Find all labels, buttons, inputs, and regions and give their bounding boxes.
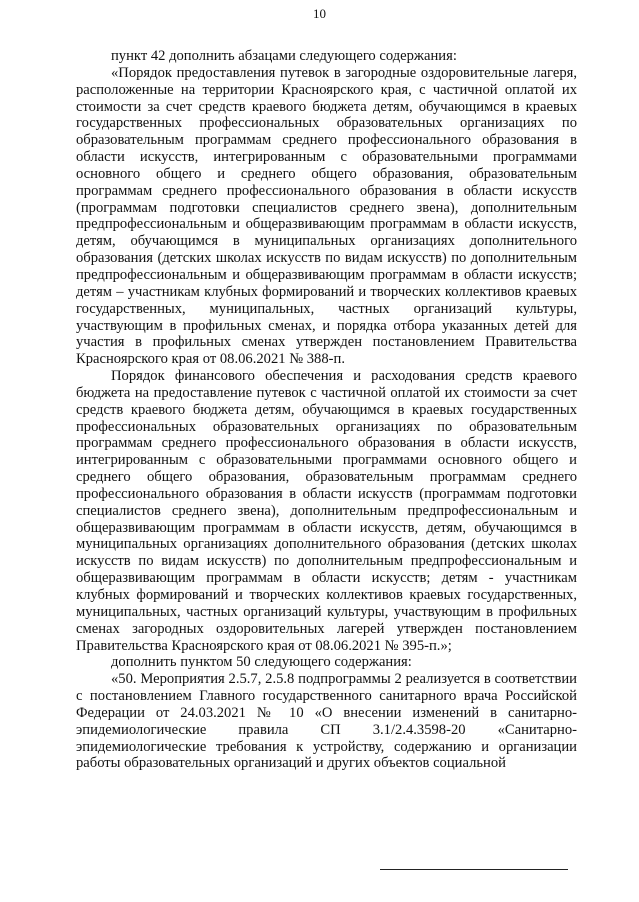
paragraph-intro: пункт 42 дополнить абзацами следующего содержания: xyxy=(111,48,457,64)
document-body xyxy=(76,48,577,772)
paragraph-point-50: «50. Мероприятия 2.5.7, 2.5.8 подпрограммы 2 реализуется в соответствии с постановлением Главного государственного санитарного врача Российской Федерации от 24.03.2021 № 10 «О внесении изменений в санитарно-эпидемиологические правила СП 3.1/2.4.3598-20 «Санитарно-эпидемиологические требования к устройству, содержанию и организации работы образовательных организаций и других объектов социальной xyxy=(76,671,577,772)
paragraph-add-point-50: дополнить пунктом 50 следующего содержания: xyxy=(111,654,412,671)
footer-divider xyxy=(380,869,568,870)
paragraph-procedure-financing: Порядок финансового обеспечения и расходования средств краевого бюджета на предоставление путевок с частичной оплатой их стоимости за счет средств краевого бюджета детям, обучающимся в краевых государственных профессиональных образовательных организациях по образовательным программам среднего профессионального образования в области искусств, интегрированным с образовательными программами основного общего и среднего общего образования, образовательным программам среднего профессионального образования в области искусств (программам подготовки специалистов среднего звена), дополнительным предпрофессиональным и общеразвивающим программам в области искусств, детям, обучающимся в муниципальных организациях дополнительного образования (детских школах искусств по видам искусств) по дополнительным предпрофессиональным и общеразвивающим программам в области искусств; детям - участникам клубных формирований и творческих коллективов краевых государственных, муниципальных, частных организаций культуры, участвующим в профильных сменах загородных оздоровительных лагерей утвержден постановлением Правительства Красноярского края от 08.06.2021 № 395-п.»; xyxy=(76,368,577,654)
page-number: 10 xyxy=(313,6,326,21)
paragraph-procedure-vouchers: «Порядок предоставления путевок в загородные оздоровительные лагеря, расположенные на территории Красноярского края, с частичной оплатой их стоимости за счет средств краевого бюджета детям, обучающимся в краевых государственных профессиональных образовательных организациях по образовательным программам среднего профессионального образования в области искусств, интегрированным с образовательными программами основного общего и среднего общего образования, образовательным программам среднего профессионального образования в области искусств (программам подготовки специалистов среднего звена), дополнительным предпрофессиональным и общеразвивающим программам в области искусств, детям, обучающимся в муниципальных организациях дополнительного образования (детских школах искусств по видам искусств) по дополнительным предпрофессиональным и общеразвивающим программам в области искусств; детям – участникам клубных формирований и творческих коллективов краевых государственных, муниципальных, частных организаций культуры, участвующим в профильных сменах, и порядка отбора указанных детей для участия в профильных сменах утвержден постановлением Правительства Красноярского края от 08.06.2021 № 388-п. xyxy=(76,64,577,368)
